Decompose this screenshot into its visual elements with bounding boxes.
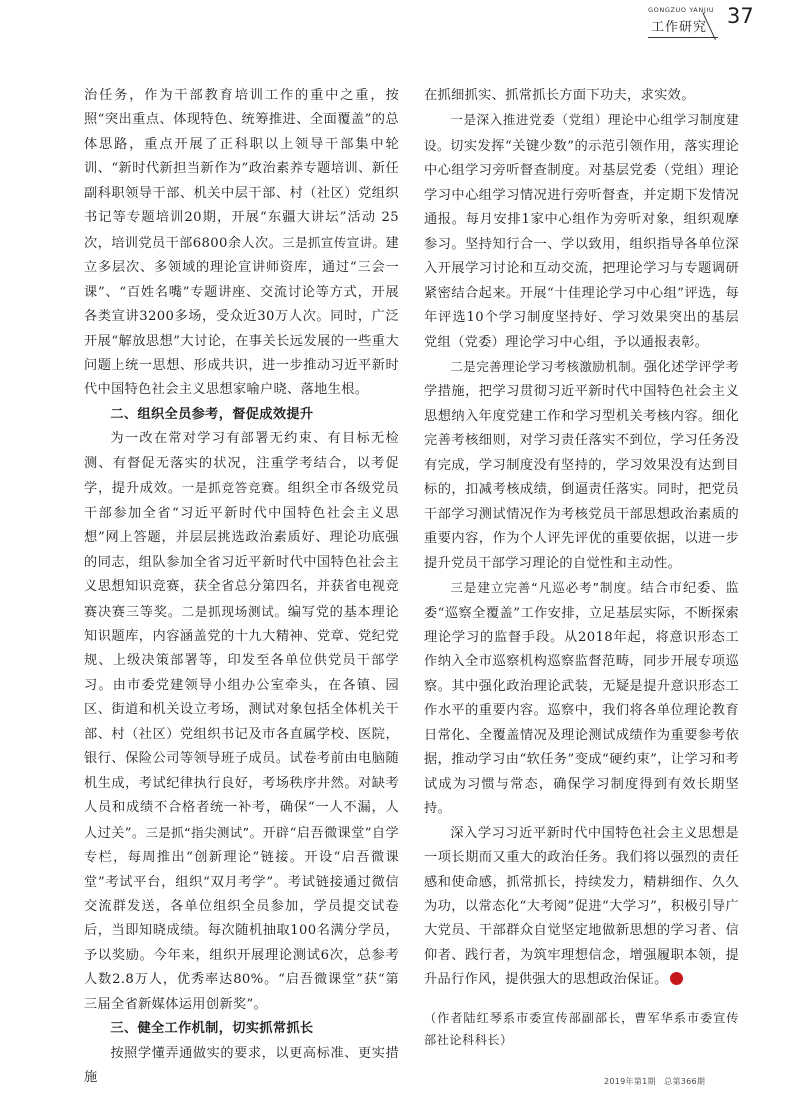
author-note: （作者陆红琴系市委宣传部副部长，曹军华系市委宣传部社论科科长） bbox=[424, 1010, 739, 1047]
lead-phrase: 一是深入推进党委（党组）理论中心组学习制度建设。 bbox=[424, 112, 739, 153]
left-column bbox=[84, 84, 399, 1091]
lead-phrase: 一是抓竞答竞赛。 bbox=[181, 480, 288, 496]
section-title: 工作研究 bbox=[651, 20, 708, 35]
page-header bbox=[0, 0, 800, 60]
lead-phrase: 二是完善理论学习考核激励机制。 bbox=[450, 358, 644, 374]
paragraph: 一是深入推进党委（党组）理论中心组学习制度建设。切实发挥“关键少数”的示范引领作用，落实理论中心组学习旁听督查制度。对基层党委（党组）理论学习中心组学习情况进行旁听督查，并定期下发情况通报。每月安排1家中心组作为旁听对象，组织观摩参习。坚持知行合一、学以致用，组织指导各单位深入开展学习讨论和互动交流，把理论学习与专题调研紧密结合起来。开展“十佳理论学习中心组”评选，每年评选10个学习制度坚持好、学习效果突出的基层党组（党委）理论学习中心组，予以通报表彰。 bbox=[424, 112, 740, 350]
lead-phrase: 三是抓宣传宣讲。 bbox=[282, 234, 386, 250]
page-number: 37 bbox=[727, 4, 754, 28]
header-rule bbox=[648, 37, 718, 38]
paragraph: 深入学习习近平新时代中国特色社会主义思想是一项长期而又重大的政治任务。我们将以强烈的责任感和使命感，抓常抓长，持续发力，精耕细作、久久为功，以常态化“大考阅”促进“大学习”，积极引导广大党员、干部群众自觉坚定地做新思想的学习者、信仰者、践行者，为筑牢理想信念，增强履职本领，提升品行作风，提供强大的思想政治保证。 bbox=[424, 825, 739, 988]
section-pinyin: GONGZUO YANJIU bbox=[648, 6, 715, 14]
issue-footer: 2019年第1期 总第366期 bbox=[604, 1077, 706, 1086]
right-column bbox=[424, 84, 739, 1051]
paragraph: 按照学懂弄通做实的要求，以更高标准、更实措施 bbox=[84, 1045, 399, 1086]
end-seal-icon bbox=[670, 972, 683, 985]
paragraph: 为一改在常对学习有部署无约束、有目标无检测、有督促无落实的状况，注重学考结合，以考促学，提升成效。一是抓竞答竞赛。组织全市各级党员干部参加全省“习近平新时代中国特色社会主义思想”网上答题，并层层挑选政治素质好、理论功底强的同志，组队参加全省习近平新时代中国特色社会主义思想知识竞赛，获全省总分第四名，并获省电视竞赛决赛三等奖。二是抓现场测试。编写党的基本理论知识题库，内容涵盖党的十九大精神、党章、党纪党规、上级决策部署等，印发至各单位供党员干部学习。由市委党建领导小组办公室牵头，在各镇、园区、街道和机关设立考场，测试对象包括全体机关干部、村（社区）党组织书记及市各直属学校、医院，银行、保险公司等领导班子成员。试卷考前由电脑随机生成，考试纪律执行良好，考场秩序井然。对缺考人员和成绩不合格者统一补考，确保“一人不漏，人人过关”。三是抓“指尖测试”。开辟“启吾微课堂”自学专栏，每周推出“创新理论”链接。开设“启吾微课堂”考试平台，组织“双月考学”。考试链接通过微信交流群发送，各单位组织全员参加，学员提交试卷后，当即知晓成绩。每次随机抽取100名满分学员，予以奖励。今年来，组织开展理论测试6次，总参考人数2.8万人，优秀率达80%。“启吾微课堂”获“第三届全省新媒体运用创新奖”。 bbox=[84, 431, 399, 1012]
section-heading: 二、组织全员参考，督促成效提升 bbox=[110, 406, 314, 422]
paragraph: 二是完善理论学习考核激励机制。强化述学评学考学措施，把学习贯彻习近平新时代中国特色社会主义思想纳入年度党建工作和学习型机关考核内容。细化完善考核细则，对学习责任落实不到位，学习任务没有完成，学习制度没有坚持的，学习效果没有达到目标的，扣减考核成绩，倒逼责任落实。同时，把党员干部学习测试情况作为考核党员干部思想政治素质的重要内容，作为个人评先评优的重要依据，以进一步提升党员干部学习理论的自觉性和主动性。 bbox=[424, 358, 739, 571]
paragraph: 在抓细抓实、抓常抓长方面下功夫，求实效。 bbox=[424, 88, 695, 103]
paragraph: 治任务，作为干部教育培训工作的重中之重，按照“突出重点、体现特色、统筹推进、全面覆盖”的总体思路，重点开展了正科职以上领导干部集中轮训、“新时代新担当新作为”政治素养专题培训、新任副科职领导干部、机关中层干部、村（社区）党组织书记等专题培训20期，开展“东疆大讲坛”活动 25次，培训党员干部6800余人次。三是抓宣传宣讲。建立多层次、多领域的理论宣讲师资库，通过“三会一课”、“百姓名嘴”专题讲座、交流讨论等方式，开展各类宣讲3200多场，受众近30万人次。同时，广泛开展“解放思想”大讨论，在事关长远发展的一些重大问题上统一思想、形成共识，进一步推动习近平新时代中国特色社会主义思想家喻户晓、落地生根。 bbox=[84, 88, 399, 398]
paragraph: 三是建立完善“凡巡必考”制度。结合市纪委、监委“巡察全覆盖”工作安排，立足基层实际，不断探索理论学习的监督手段。从2018年起，将意识形态工作纳入全市巡察机构巡察监督范畴，同步开展专项巡察。其中强化政治理论武装，无疑是提升意识形态工作水平的重要内容。巡察中，我们将各单位理论教育日常化、全覆盖情况及理论测试成绩作为重要参考依据，推动学习由“软任务”变成“硬约束”，让学习和考试成为习惯与常态，确保学习制度得到有效长期坚持。 bbox=[424, 580, 740, 817]
lead-phrase: 三是建立完善“凡巡必考”制度。 bbox=[450, 580, 641, 596]
lead-phrase: 二是抓现场测试。 bbox=[181, 603, 288, 619]
section-heading: 三、健全工作机制，切实抓常抓长 bbox=[110, 1021, 314, 1037]
lead-phrase: 三是抓“指尖测试”。 bbox=[145, 824, 263, 840]
